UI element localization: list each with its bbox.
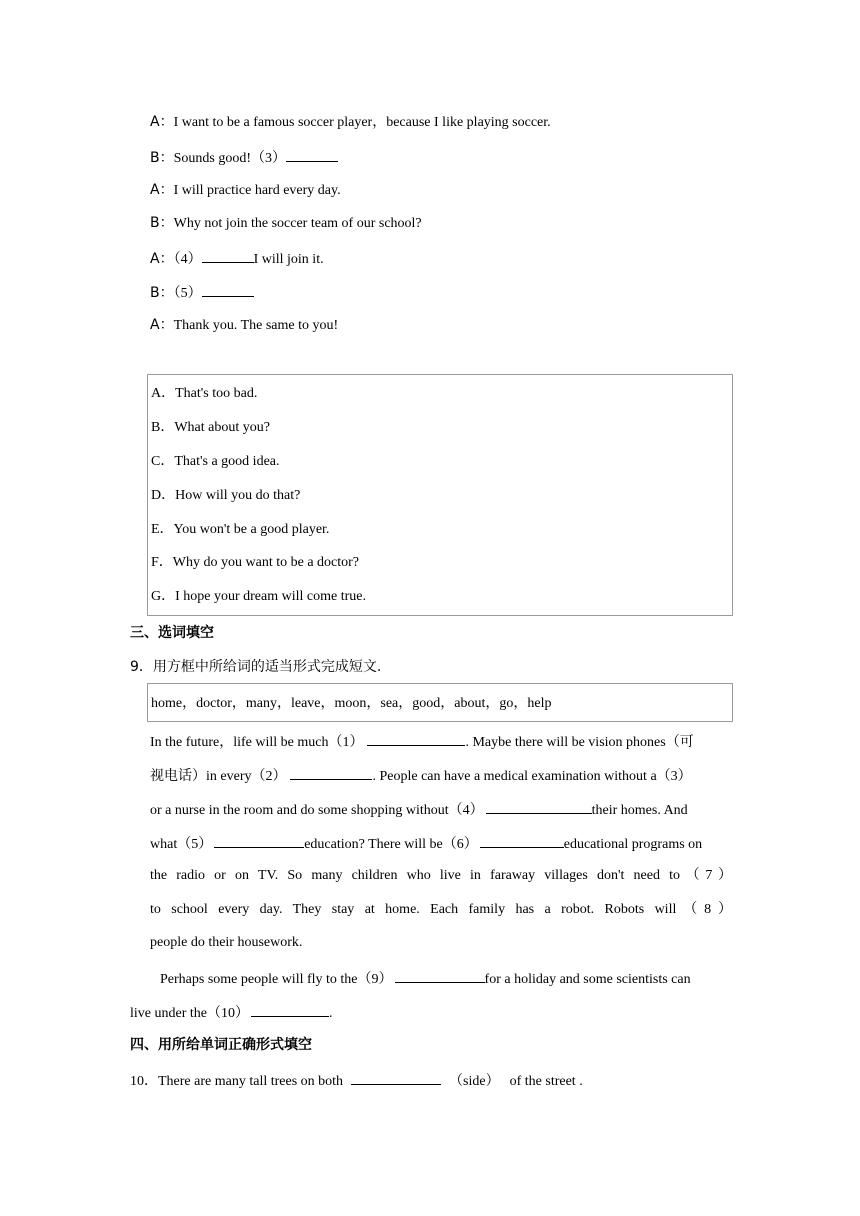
passage-line-2: 视电话）in every（2） . People can have a medical examination without a（3） bbox=[150, 765, 732, 786]
question-9-instruction: 9．用方框中所给词的适当形式完成短文. bbox=[130, 659, 382, 675]
dialogue-line-6 bbox=[150, 282, 254, 303]
answer-blank-2[interactable] bbox=[290, 765, 372, 780]
answer-blank-10[interactable] bbox=[251, 1002, 329, 1017]
answer-blank-6[interactable] bbox=[480, 833, 564, 848]
passage-line-3: or a nurse in the room and do some shopping without（4） their homes. And bbox=[150, 799, 732, 820]
passage-line-5: the radio or on TV. So many children who live in faraway villages don't need to（7） bbox=[150, 868, 732, 883]
dialogue-text-after: I will join it. bbox=[253, 252, 324, 267]
section-heading-3: 三、选词填空 bbox=[130, 625, 214, 641]
dialogue-text: Sounds good!（3） bbox=[173, 151, 287, 166]
dialogue-text: （4） bbox=[173, 252, 202, 267]
speaker-label: A： bbox=[150, 182, 174, 198]
dialogue-text: Thank you. The same to you! bbox=[173, 318, 339, 333]
dialogue-line-1 bbox=[150, 113, 551, 132]
answer-blank-5b[interactable] bbox=[214, 833, 304, 848]
question-10: 10．There are many tall trees on both （side） of the street . bbox=[130, 1070, 583, 1091]
dialogue-line-4 bbox=[150, 214, 422, 233]
dialogue-line-3 bbox=[150, 181, 341, 200]
dialogue-line-7 bbox=[150, 316, 338, 335]
speaker-label: B： bbox=[150, 285, 174, 301]
speaker-label: B： bbox=[150, 215, 174, 231]
answer-blank-3[interactable] bbox=[286, 147, 338, 162]
option-g: G．I hope your dream will come true. bbox=[151, 589, 366, 604]
passage-line-8: Perhaps some people will fly to the（9） for a holiday and some scientists can bbox=[160, 968, 732, 989]
speaker-label: A： bbox=[150, 114, 174, 130]
passage-line-7: people do their housework. bbox=[150, 935, 303, 950]
dialogue-line-2 bbox=[150, 147, 338, 168]
passage-line-6: to school every day. They stay at home. Each family has a robot. Robots will（8） bbox=[150, 902, 732, 917]
answer-blank-9[interactable] bbox=[395, 968, 485, 983]
option-d: D．How will you do that? bbox=[151, 488, 301, 503]
dialogue-text: I want to be a famous soccer player，because I like playing soccer. bbox=[173, 115, 551, 130]
answer-blank-4b[interactable] bbox=[486, 799, 592, 814]
dialogue-text: （5） bbox=[173, 286, 202, 301]
option-a: A．That's too bad. bbox=[151, 386, 258, 401]
answer-blank-1[interactable] bbox=[367, 731, 465, 746]
speaker-label: A： bbox=[150, 317, 174, 333]
option-f: F．Why do you want to be a doctor? bbox=[151, 555, 360, 570]
option-e: E．You won't be a good player. bbox=[151, 522, 330, 537]
speaker-label: B： bbox=[150, 150, 174, 166]
passage-line-9: live under the（10） . bbox=[130, 1002, 332, 1023]
answer-blank-5[interactable] bbox=[202, 282, 254, 297]
dialogue-text: I will practice hard every day. bbox=[173, 183, 341, 198]
answer-blank-q10[interactable] bbox=[351, 1070, 441, 1085]
passage-line-4: what（5） education? There will be（6） educational programs on bbox=[150, 833, 732, 854]
section-heading-4: 四、用所给单词正确形式填空 bbox=[130, 1037, 312, 1053]
option-c: C．That's a good idea. bbox=[151, 454, 280, 469]
word-box-words: home，doctor，many，leave，moon，sea，good，about，go，help bbox=[151, 696, 552, 711]
speaker-label: A： bbox=[150, 251, 174, 267]
answer-blank-4[interactable] bbox=[202, 248, 254, 263]
dialogue-text: Why not join the soccer team of our school? bbox=[173, 216, 422, 231]
dialogue-line-5 bbox=[150, 248, 324, 269]
option-b: B．What about you? bbox=[151, 420, 270, 435]
passage-line-1: In the future，life will be much（1） . Maybe there will be vision phones（可 bbox=[150, 731, 732, 752]
